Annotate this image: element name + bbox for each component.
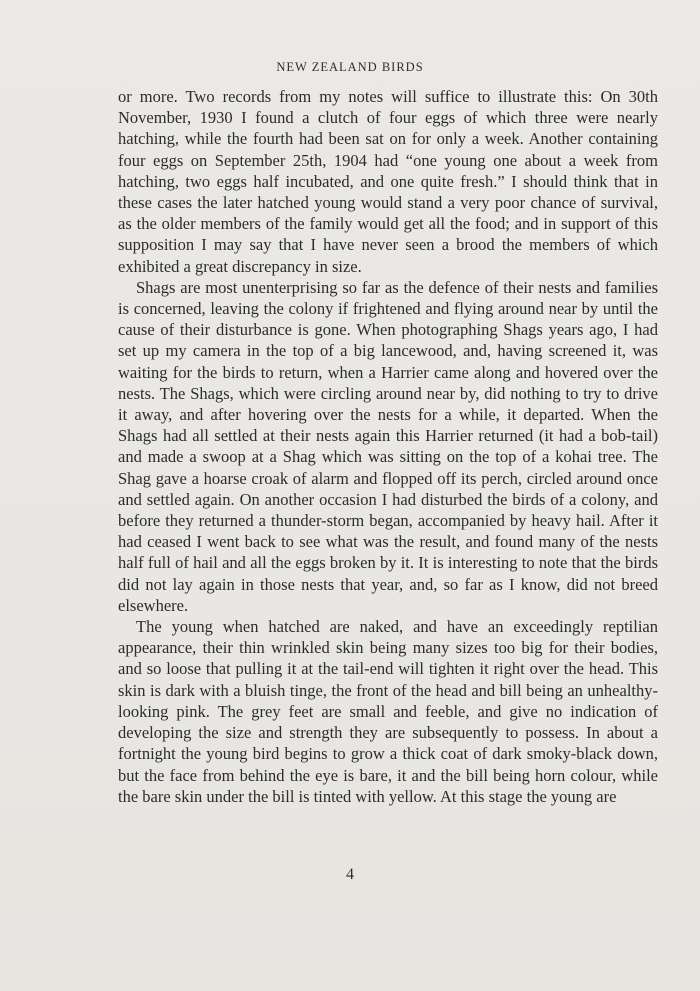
running-head: NEW ZEALAND BIRDS (276, 60, 424, 74)
body-text (118, 86, 658, 807)
page-number: 4 (346, 866, 354, 883)
paragraph-young-hatched: The young when hatched are naked, and have an exceedingly reptilian appearance, their thin wrinkled skin being many sizes too big for their bodies, and so loose that pulling it at the tail-end will tighten it right over the head. This skin is dark with a bluish tinge, the front of the head and bill being an unhealthy-looking pink. The grey feet are small and feeble, and give no indication of developing the size and strength they are subsequently to possess. In about a fortnight the young bird begins to grow a thick coat of dark smoky-black down, but the face from behind the eye is bare, it and the bill being horn colour, while the bare skin under the bill is tinted with yellow. At this stage the young are (118, 617, 658, 806)
paragraph-shags-defence: Shags are most unenterprising so far as the defence of their nests and families is concerned, leaving the colony if frightened and flying around near by until the cause of their disturbance is gone. When photographing Shags years ago, I had set up my camera in the top of a big lancewood, and, having screened it, was waiting for the birds to return, when a Harrier came along and hovered over the nests. The Shags, which were circling around near by, did nothing to try to drive it away, and after hovering over the nests for a while, it departed. When the Shags had all settled at their nests again this Harrier returned (it had a bob-tail) and made a swoop at a Shag which was sitting on the top of a kohai tree. The Shag gave a hoarse croak of alarm and flopped off its perch, circled around once and settled again. On another occasion I had disturbed the birds of a colony, and before they returned a thunder-storm began, accompanied by heavy hail. After it had ceased I went back to see what was the result, and found many of the nests half full of hail and all the eggs broken by it. It is interesting to note that the birds did not lay again in those nests that year, and, so far as I know, did not breed elsewhere. (118, 277, 658, 615)
paragraph-continued: or more. Two records from my notes will suffice to illustrate this: On 30th November, 1930 I found a clutch of four eggs of which three were nearly hatching, while the fourth had been sat on for only a week. Another containing four eggs on September 25th, 1904 had “one young one about a week from hatching, two eggs half incubated, and one quite fresh.” I should think that in these cases the later hatched young would stand a very poor chance of survival, as the older members of the family would get all the food; and in support of this supposition I may say that I have never seen a brood the members of which exhibited a great discrepancy in size. (118, 87, 658, 276)
